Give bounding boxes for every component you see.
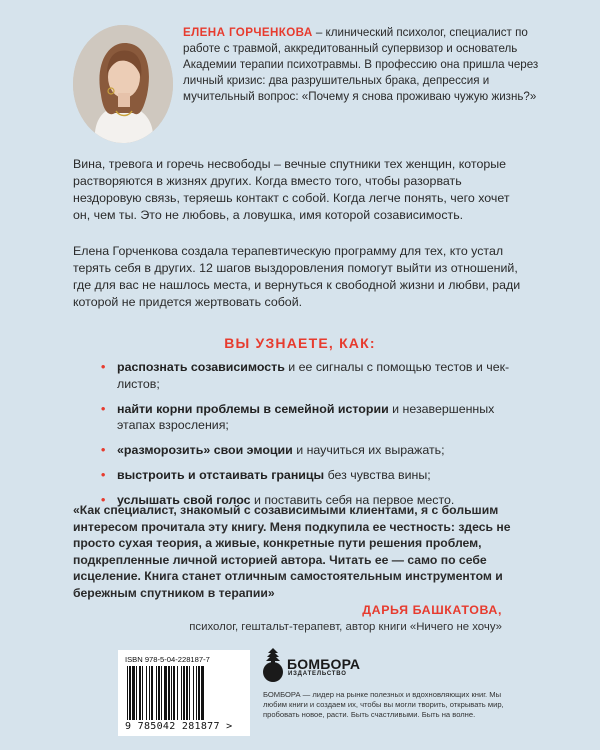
learn-heading: ВЫ УЗНАЕТЕ, КАК: xyxy=(224,335,376,351)
learn-list xyxy=(101,359,511,517)
publisher-logo-subtitle: ИЗДАТЕЛЬСТВО xyxy=(288,671,347,677)
learn-item-text: и ее сигналы с помощью тестов и чек-листов; xyxy=(117,360,510,391)
bullet-icon: • xyxy=(101,443,106,457)
description-paragraph-2: Елена Горченкова создала терапевтическую программу для тех, кто устал терять себя в других. 12 шагов выздоровления помогут выйти из отношений, где для вас не нашлось места, и вернуться к свободной жизни и любви, ради которой не придется жертвовать собой. xyxy=(73,244,521,309)
learn-item-bold: распознать созависимость xyxy=(117,360,285,374)
learn-item-bold: «разморозить» свои эмоции xyxy=(117,443,293,457)
learn-item-bold: выстроить и отстаивать границы xyxy=(117,468,325,482)
author-bio xyxy=(183,25,553,105)
author-name: ЕЛЕНА ГОРЧЕНКОВА xyxy=(183,26,313,39)
learn-item xyxy=(101,442,511,459)
barcode-box xyxy=(118,650,250,736)
bullet-icon: • xyxy=(101,360,106,374)
learn-item-text: и поставить себя на первое место. xyxy=(250,493,455,507)
bombora-logo-icon xyxy=(262,648,284,684)
quote-author: ДАРЬЯ БАШКАТОВА, xyxy=(362,603,502,617)
learn-item-bold: услышать свой голос xyxy=(117,493,251,507)
publisher-description: БОМБОРА — лидер на рынке полезных и вдохновляющих книг. Мы любим книги и создаем их, чтобы вы могли творить, открывать мир, пробовать новое, расти. Быть счастливыми. Быть на волне. xyxy=(263,690,504,719)
barcode-icon xyxy=(125,666,243,720)
publisher-logo-text: БОМБОРА xyxy=(287,656,361,672)
learn-item-bold: найти корни проблемы в семейной истории xyxy=(117,401,389,416)
quote-author-role: психолог, гештальт-терапевт, автор книги «Ничего не хочу» xyxy=(189,621,502,633)
learn-item-text: и незавершенных этапах взросления; xyxy=(117,401,495,432)
author-photo xyxy=(73,25,173,143)
review-quote: «Как специалист, знакомый с созависимыми клиентами, я с большим интересом прочитала эту книгу. Меня подкупила ее честность: здесь не просто сухая теория, а живые, конкретные пути решения проблем, подкрепленные личной историей автора. Читать ее — само по себе исцеление. Книга станет отличным самостоятельным инструментом и бережным спутником в терапии» xyxy=(73,503,511,600)
bullet-icon: • xyxy=(101,493,106,507)
bullet-icon: • xyxy=(101,401,106,416)
author-bio-text: – клинический психолог, специалист по работе с травмой, аккредитованный супервизор и основатель Академии терапии психотравмы. В профессию она пришла через личный кризис: два разрушительных брака, депрессия и мучительный вопрос: «Почему я снова проживаю чужую жизнь?» xyxy=(183,26,539,103)
learn-item xyxy=(101,467,511,484)
author-portrait-icon xyxy=(73,25,173,143)
bullet-icon: • xyxy=(101,468,106,482)
learn-item xyxy=(101,359,511,392)
learn-item xyxy=(101,401,511,434)
description-paragraph-1: Вина, тревога и горечь несвободы – вечные спутники тех женщин, которые растворяются в жизнях других. Когда вместо того, чтобы разорвать нездоровую связь, теряешь контакт с собой. Когда легче понять, чего хочет он, чем ты. Это не любовь, а ловушка, имя которой созависимость. xyxy=(73,157,510,222)
learn-item-text: и научиться их выражать; xyxy=(292,443,445,457)
barcode-number: 9 785042 281877 > xyxy=(125,721,233,732)
isbn-text: ISBN 978-5-04-228187-7 xyxy=(125,655,210,664)
learn-item-text: без чувства вины; xyxy=(324,468,431,482)
